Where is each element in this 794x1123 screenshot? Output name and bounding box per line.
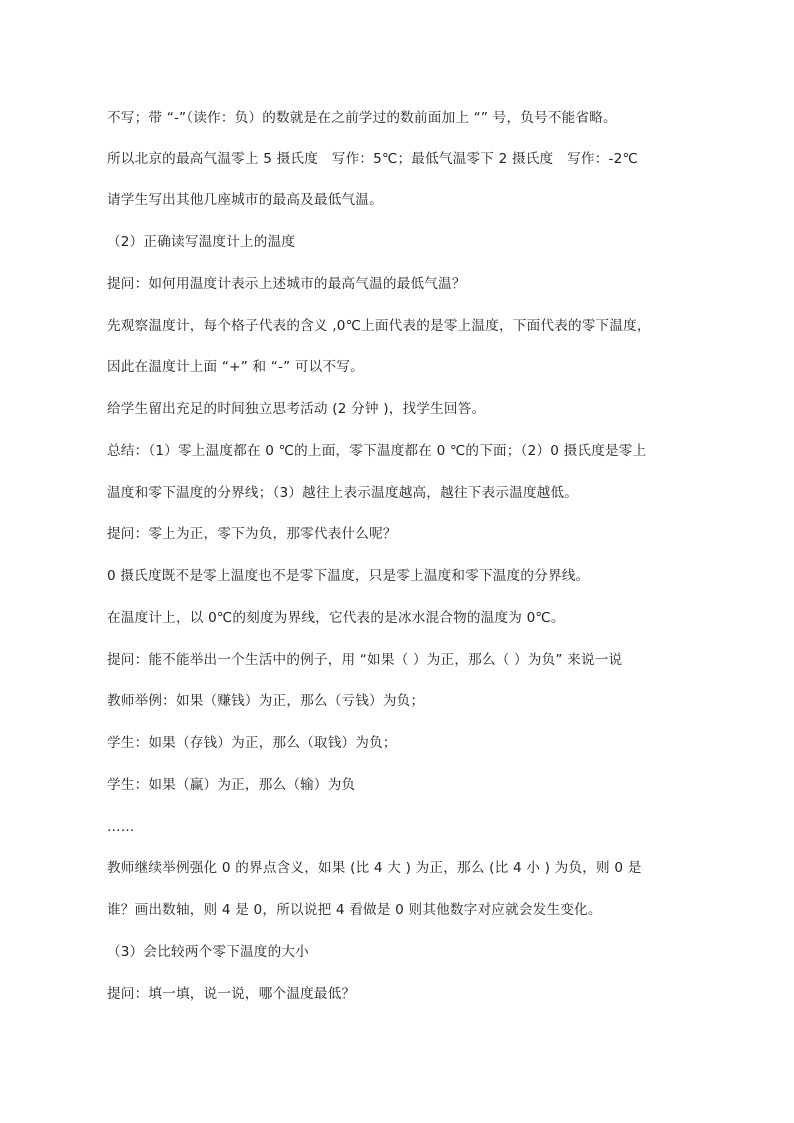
text-line: 提问：填一填，说一说，哪个温度最低？ — [107, 986, 356, 1002]
text-line: 提问：如何用温度计表示上述城市的最高气温的最低气温？ — [107, 276, 466, 292]
text-line: 教师继续举例强化 0 的界点含义，如果 (比 4 大 ) 为正，那么 (比 4 小 ) 为负，则 0 是 — [107, 860, 642, 876]
text-line: 给学生留出充足的时间独立思考活动 (2 分钟 )，找学生回答。 — [107, 401, 486, 417]
text-line: 在温度计上，以 0℃的刻度为界线，它代表的是冰水混合物的温度为 0℃。 — [107, 610, 565, 626]
text-line: 学生：如果（赢）为正，那么（输）为负 — [107, 777, 356, 793]
section-heading: （2）正确读写温度计上的温度 — [107, 234, 296, 250]
text-line: 0 摄氏度既不是零上温度也不是零下温度，只是零上温度和零下温度的分界线。 — [107, 568, 590, 584]
text-line: 所以北京的最高气温零上 5 摄氏度 写作：5℃；最低气温零下 2 摄氏度 写作：-2℃ — [107, 151, 638, 167]
text-line: 因此在温度计上面 “+” 和 “-” 可以不写。 — [107, 359, 364, 375]
text-line: 学生：如果（存钱）为正，那么（取钱）为负； — [107, 735, 397, 751]
text-line: …… — [107, 819, 135, 835]
text-line: 总结：（1）零上温度都在 0 ℃的上面，零下温度都在 0 ℃的下面；（2）0 摄氏度是零上 — [107, 443, 647, 459]
text-line: 谁？画出数轴，则 4 是 0，所以说把 4 看做是 0 则其他数字对应就会发生变化。 — [107, 902, 602, 918]
text-line: 先观察温度计，每个格子代表的含义 ,0℃上面代表的是零上温度，下面代表的零下温度， — [107, 318, 651, 334]
text-line: 请学生写出其他几座城市的最高及最低气温。 — [107, 192, 383, 208]
text-line: 提问：零上为正，零下为负，那零代表什么呢？ — [107, 526, 397, 542]
text-line: 不写；带 “-”（读作：负）的数就是在之前学过的数前面加上 “” 号，负号不能省略。 — [107, 110, 617, 126]
text-line: 温度和零下温度的分界线；（3）越往上表示温度越高，越往下表示温度越低。 — [107, 485, 579, 501]
text-line: 提问：能不能举出一个生活中的例子，用 “如果（ ）为正，那么（ ）为负” 来说一说 — [107, 652, 623, 668]
text-line: 教师举例：如果（赚钱）为正，那么（亏钱）为负； — [107, 693, 425, 709]
section-heading: （3）会比较两个零下温度的大小 — [107, 944, 309, 960]
